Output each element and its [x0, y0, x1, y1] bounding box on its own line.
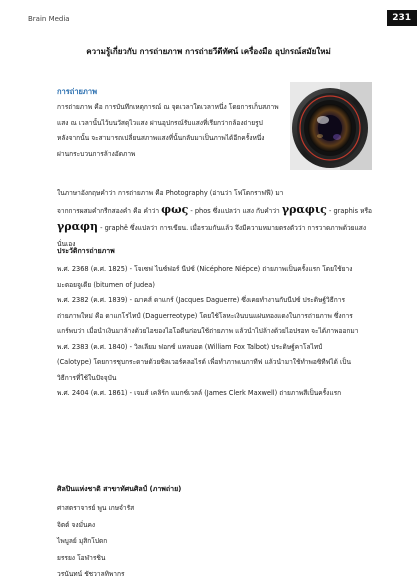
artists-heading: ศิลปินแห่งชาติ สาขาทัศนศิลป์ (ภาพถ่าย) [57, 485, 182, 493]
etymology-line [57, 202, 372, 220]
history-line: (Calotype) โดยการชุบกระดาษด้วยซิลเวอร์คลอไรด์ เพื่อทำภาพเนกาทีฟ แล้วนำมาใช้ทำพอซิทีฟได้ เป็น [57, 358, 351, 366]
etymology-text: - graphê ซึ่งแปลว่า การเขียน. เมื่อรวมกันแล้ว จึงมีความหมายตรงตัวว่า การวาดภาพด้วยแสง [98, 224, 367, 232]
camera-lens-icon [290, 82, 372, 170]
etymology-line: นั่นเอง [57, 239, 76, 248]
document-title: ความรู้เกี่ยวกับ การถ่ายภาพ การถ่ายวีดีทัศน์ เครื่องมือ อุปกรณ์สมัยใหม่ [86, 47, 331, 56]
history-line: มะตอยจูเดีย (bitumen of Judea) [57, 280, 155, 289]
etymology-line: ในภาษาอังกฤษคำว่า การถ่ายภาพ คือ Photography (อ่านว่า โฟโตกราฟฟี) มา [57, 189, 284, 197]
intro-line: การถ่ายภาพ คือ การบันทึกเหตุการณ์ ณ จุดเวลาใดเวลาหนึ่ง โดยการเก็บสภาพ [57, 103, 279, 111]
artists-list [57, 500, 134, 583]
greek-word-phos: φως [161, 202, 189, 216]
intro-line: แสง ณ เวลานั้นไว้บนวัสดุไวแสง ผ่านอุปกรณ์รับแสงที่เรียกว่ากล้องถ่ายรูป [57, 118, 263, 127]
history-heading: ประวัติการถ่ายภาพ [57, 247, 115, 255]
page-number-badge: 231 [387, 10, 417, 26]
greek-word-graphe: γραφη [57, 220, 98, 233]
artist-name: ศาสตราจารย์ พูน เกษจำรัส [57, 504, 135, 512]
etymology-text: จากการผสมคำกรีกสองคำ คือ คำว่า [57, 206, 162, 215]
etymology-text: - graphis หรือ [326, 206, 372, 215]
etymology-text: - phos ซึ่งแปลว่า แสง กับคำว่า [188, 206, 282, 215]
history-line: แกร์พบว่า เมื่อนำเงินมาล้างด้วยไอของไอโอดีนก่อนใช้ถ่ายภาพ แล้วนำไปล้างด้วยไอปรอท จะได้ภาพออกมา [57, 327, 359, 335]
section-heading-photography: การถ่ายภาพ [57, 87, 98, 96]
etymology-paragraph [57, 186, 372, 252]
intro-line: ผ่านกระบวนการล้างอัดภาพ [57, 149, 136, 158]
intro-paragraph [57, 100, 307, 162]
artist-name: ไพบูลย์ มุสิกโปดก [57, 537, 108, 545]
artist-name: จิตต์ จงมั่นคง [57, 520, 96, 529]
history-line: พ.ศ. 2383 (ค.ศ. 1840) - วิลเลียม ฟอกซ์ แทลบอต (William Fox Talbot) ประดิษฐ์คาโลไทป์ [57, 342, 323, 351]
artist-name: วรนันทน์ ชัชวาลทิพากร [57, 570, 125, 578]
artist-name: ยรรยง โอฬารชิน [57, 553, 106, 562]
etymology-line [57, 219, 367, 237]
history-line: ถ่ายภาพใหม่ คือ ดาแกโรไทป์ (Daguerreotype) โดยใช้โลหะเงินบนแผ่นทองแดงในการถ่ายภาพ ซึ่งการ [57, 311, 353, 320]
history-line: พ.ศ. 2382 (ค.ศ. 1839) - ฌาคส์ ดาแกร์ (Jacques Daguerre) ซึ่งเคยทำงานกับนีปซ์ ประดิษฐ์วิธีการ [57, 296, 346, 304]
brand-label: Brain Media [28, 15, 70, 23]
greek-word-graphis: γραφις [281, 202, 327, 216]
history-line: วิธีการที่ใช้ในปัจจุบัน [57, 373, 117, 382]
history-line: พ.ศ. 2404 (ค.ศ. 1861) - เจมส์ เคลิร์ก แมกซ์เวลล์ (James Clerk Maxwell) ถ่ายภาพสีเป็นครั้งแรก [57, 389, 342, 397]
intro-line: หลังจากนั้น จะสามารถเปลี่ยนสภาพแสงที่นั้นกลับมาเป็นภาพได้อีกครั้งหนึ่ง [57, 134, 265, 142]
history-list [57, 262, 377, 402]
history-line: พ.ศ. 2368 (ค.ศ. 1825) - โจเซฟ ไนซ์ฟอร์ นีปซ์ (Nicéphore Niépce) ถ่ายภาพเป็นครั้งแรก โดยใช้ยาง [57, 265, 353, 273]
